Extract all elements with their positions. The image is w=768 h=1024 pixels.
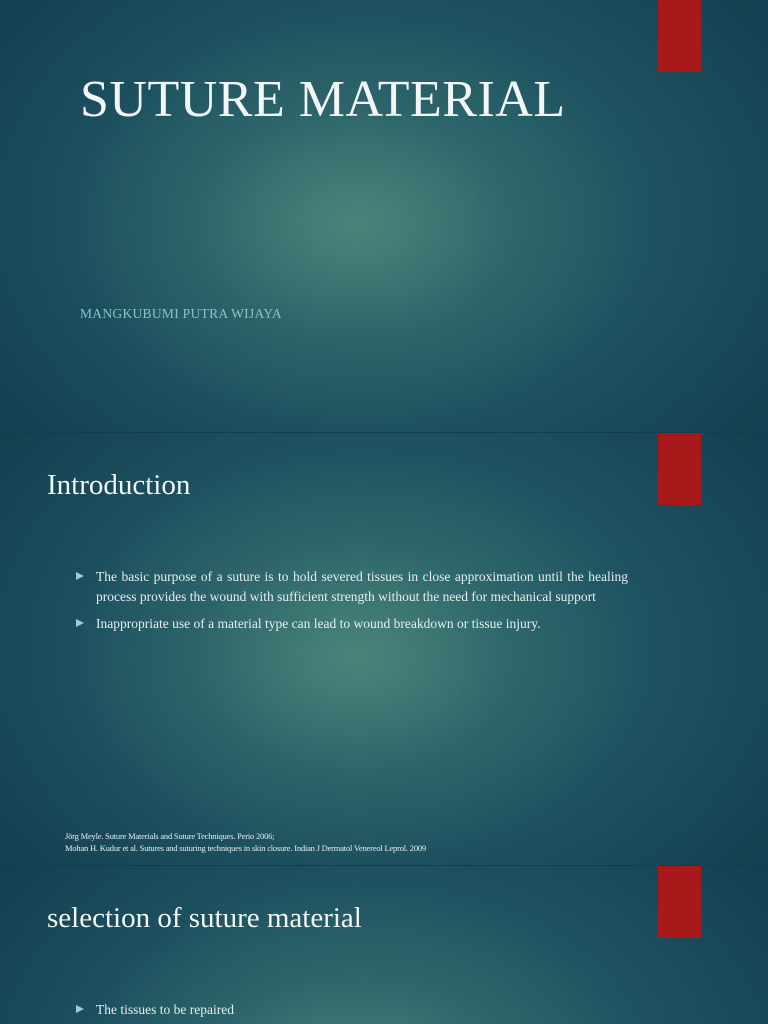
- red-accent-tab: [658, 0, 701, 72]
- introduction-slide: [0, 433, 768, 865]
- slide-heading: Introduction: [47, 469, 191, 501]
- triangle-right-icon: [76, 1005, 84, 1013]
- author-name: MANGKUBUMI PUTRA WIJAYA: [80, 306, 282, 321]
- bullet-text: The basic purpose of a suture is to hold severed tissues in close approximation until the healing process provides the wound with sufficient strength without the need for mechanical support: [96, 569, 628, 604]
- bullet-list: [76, 567, 628, 642]
- selection-slide: [0, 866, 768, 1024]
- reference-item: Mohan H. Kudur et al. Sutures and suturing techniques in skin closure. Indian J Dermatol Venereol Leprol. 2009: [65, 843, 426, 853]
- references: [65, 830, 426, 854]
- bullet-item: [76, 614, 628, 634]
- reference-item: Jörg Meyle. Suture Materials and Suture Techniques. Perio 2006;: [65, 831, 275, 841]
- bullet-item: [76, 567, 628, 606]
- title-slide: [0, 0, 768, 432]
- bullet-text: The tissues to be repaired: [96, 1002, 234, 1017]
- bullet-text: Inappropriate use of a material type can lead to wound breakdown or tissue injury.: [96, 616, 541, 631]
- red-accent-tab: [658, 866, 701, 938]
- triangle-right-icon: [76, 572, 84, 580]
- triangle-right-icon: [76, 619, 84, 627]
- red-accent-tab: [658, 433, 701, 505]
- slide-heading: selection of suture material: [47, 902, 362, 934]
- bullet-item: [76, 1000, 628, 1020]
- bullet-list: [76, 1000, 628, 1024]
- presentation-title: SUTURE MATERIAL: [80, 71, 566, 128]
